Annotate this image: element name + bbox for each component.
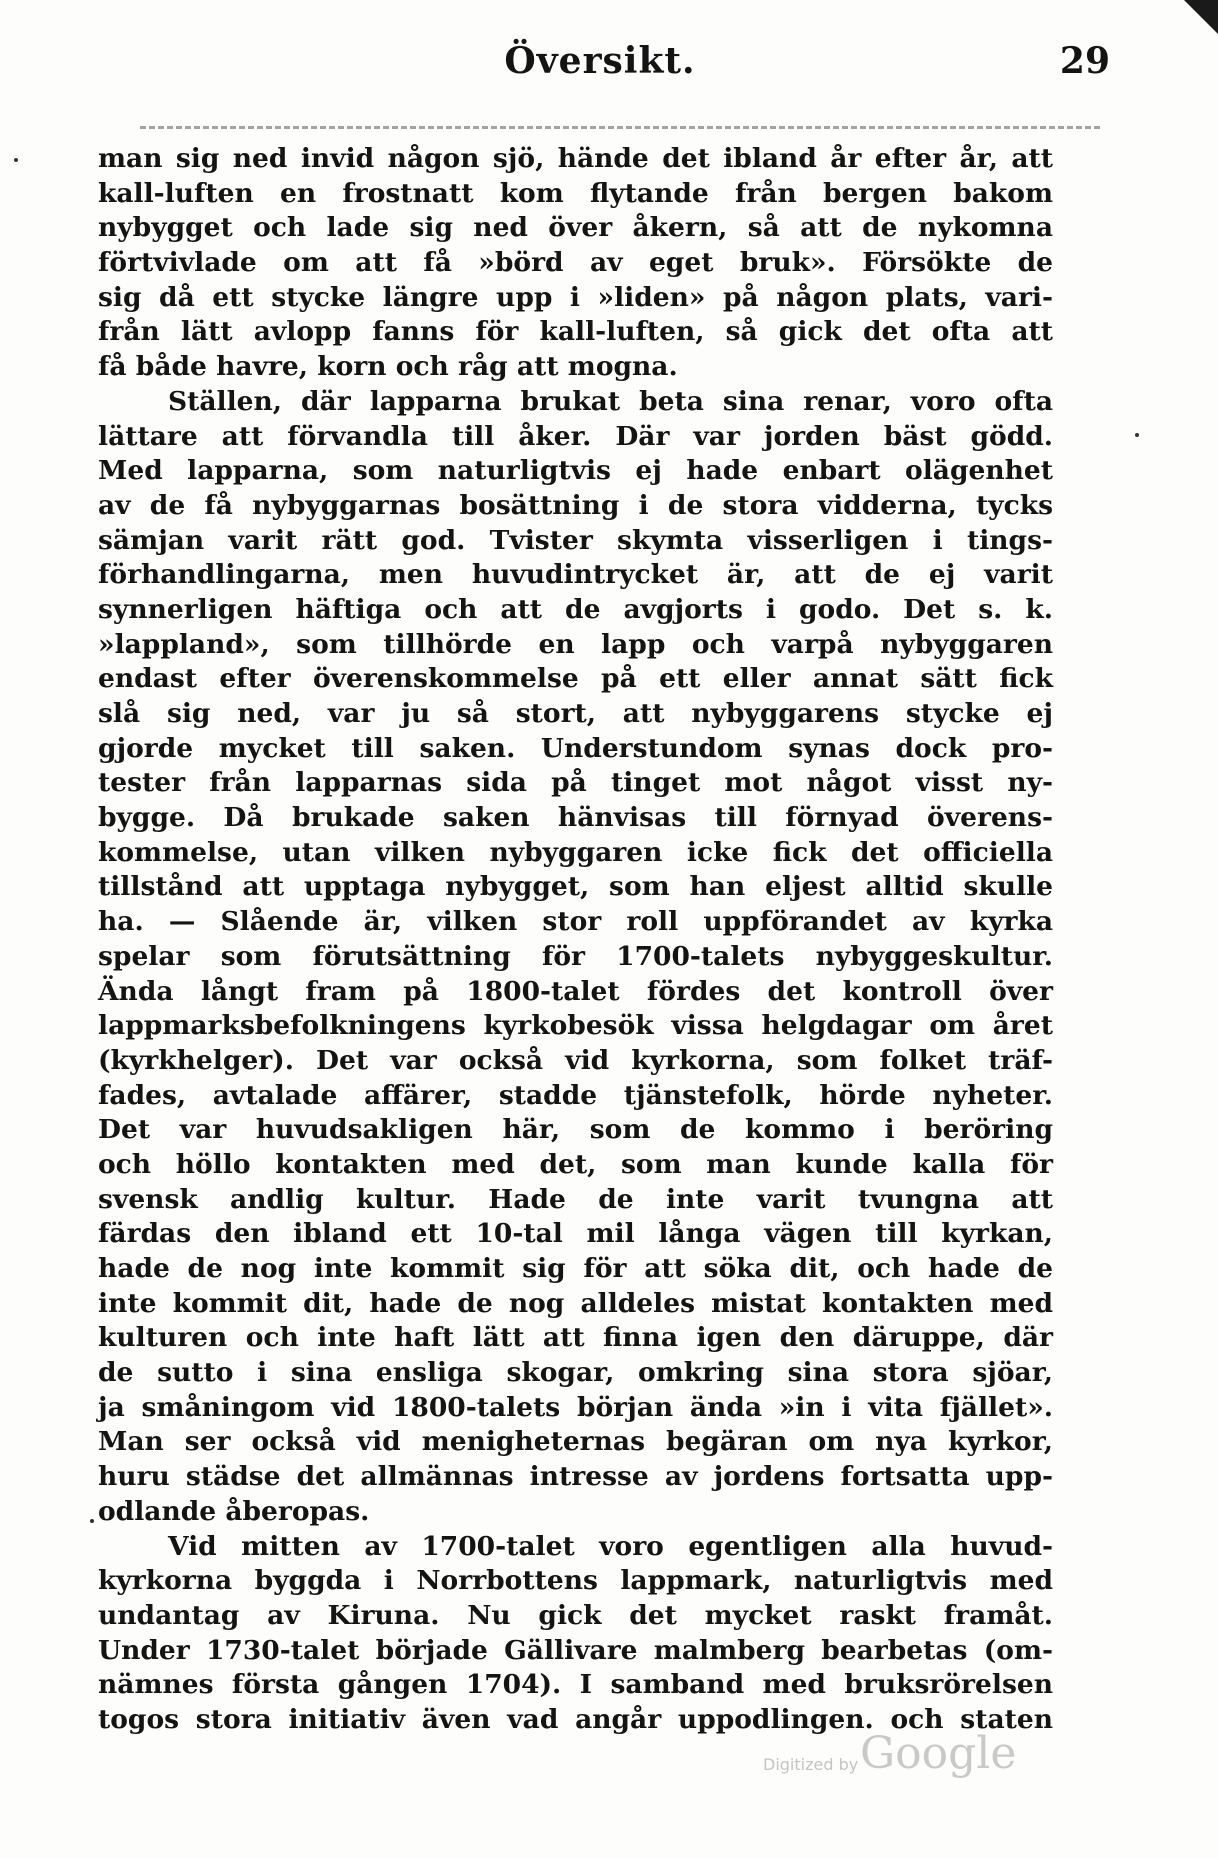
scan-corner-mark	[1184, 0, 1218, 34]
text-line: nämnes första gången 1704). I samband med bruksrörelsen	[98, 1669, 1053, 1701]
paragraph-start-line: Vid mitten av 1700-talet voro egentligen alla huvud-	[168, 1530, 1053, 1562]
text-line: nybygget och lade sig ned över åkern, så att de nykomna	[98, 212, 1053, 244]
text-line: spelar som förutsättning för 1700-talets nybyggeskultur.	[98, 940, 1053, 972]
text-line: de sutto i sina ensliga skogar, omkring sina stora sjöar,	[98, 1357, 1053, 1389]
stray-mark	[90, 1519, 94, 1523]
text-line: bygge. Då brukade saken hänvisas till förnyad överens-	[98, 802, 1053, 834]
text-line: svensk andlig kultur. Hade de inte varit tvungna att	[98, 1183, 1053, 1215]
text-line: färdas den ibland ett 10-tal mil långa vägen till kyrkan,	[98, 1218, 1053, 1250]
text-line: sämjan varit rätt god. Tvister skymta visserligen i tings-	[98, 524, 1053, 556]
page-number: 29	[1059, 40, 1110, 82]
text-line: förhandlingarna, men huvudintrycket är, att de ej varit	[98, 559, 1053, 591]
stray-mark	[1135, 433, 1139, 437]
text-line: fades, avtalade affärer, stadde tjänstefolk, hörde nyheter.	[98, 1079, 1053, 1111]
text-line: och höllo kontakten med det, som man kunde kalla för	[98, 1148, 1053, 1180]
header-rule	[140, 126, 1100, 129]
text-line: kulturen och inte haft lätt att finna igen den däruppe, där	[98, 1322, 1053, 1354]
text-line: (kyrkhelger). Det var också vid kyrkorna, som folket träf-	[98, 1044, 1053, 1076]
text-line: ja småningom vid 1800-talets början ända »in i vita fjället».	[98, 1391, 1053, 1423]
text-line: hade de nog inte kommit sig för att söka dit, och hade de	[98, 1253, 1053, 1284]
digitized-by-label: Digitized by	[763, 1755, 859, 1774]
text-line: endast efter överenskommelse på ett eller annat sätt fick	[98, 663, 1053, 695]
text-line: odlande åberopas.	[98, 1495, 370, 1527]
text-line: ha. — Slående är, vilken stor roll uppförandet av kyrka	[98, 906, 1053, 938]
text-line: Det var huvudsakligen här, som de kommo i beröring	[98, 1114, 1053, 1146]
text-line: tester från lapparnas sida på tinget mot något visst ny-	[98, 767, 1053, 799]
stray-mark	[14, 158, 18, 162]
text-line: gjorde mycket till saken. Understundom synas dock pro-	[98, 732, 1053, 764]
google-watermark-logo: Google	[860, 1728, 1017, 1779]
body-text	[98, 142, 1053, 1738]
paragraph-start-line: Ställen, där lapparna brukat beta sina renar, voro ofta	[168, 385, 1053, 417]
running-head: Översikt.	[504, 40, 696, 82]
text-line: Man ser också vid menigheternas begäran om nya kyrkor,	[98, 1426, 1053, 1458]
text-line: kall-luften en frostnatt kom flytande från bergen bakom	[98, 177, 1053, 209]
text-line: tillstånd att upptaga nybygget, som han eljest alltid skulle	[98, 871, 1053, 903]
text-line: undantag av Kiruna. Nu gick det mycket raskt framåt.	[98, 1599, 1053, 1631]
text-line: inte kommit dit, hade de nog alldeles mistat kontakten med	[98, 1287, 1053, 1319]
text-line: kyrkorna byggda i Norrbottens lappmark, naturligtvis med	[98, 1565, 1053, 1597]
text-line: av de få nybyggarnas bosättning i de stora vidderna, tycks	[98, 489, 1053, 521]
text-line: togos stora initiativ även vad angår uppodlingen. och staten	[98, 1703, 1053, 1735]
text-line: sig då ett stycke längre upp i »liden» på någon plats, vari-	[98, 281, 1053, 313]
text-line: lättare att förvandla till åker. Där var jorden bäst gödd.	[98, 420, 1053, 452]
page-header	[90, 30, 1110, 94]
text-line: man sig ned invid någon sjö, hände det ibland år efter år, att	[98, 143, 1053, 174]
text-line: slå sig ned, var ju så stort, att nybyggarens stycke ej	[98, 698, 1053, 729]
text-line: från lätt avlopp fanns för kall-luften, så gick det ofta att	[98, 316, 1053, 348]
text-line: få både havre, korn och råg att mogna.	[98, 351, 678, 383]
text-line: Ända långt fram på 1800-talet fördes det kontroll över	[98, 975, 1053, 1007]
text-line: kommelse, utan vilken nybyggaren icke fick det officiella	[98, 836, 1053, 868]
text-line: förtvivlade om att få »börd av eget bruk». Försökte de	[98, 247, 1053, 279]
text-line: Med lapparna, som naturligtvis ej hade enbart olägenhet	[98, 455, 1053, 487]
text-line: »lappland», som tillhörde en lapp och varpå nybyggaren	[98, 628, 1053, 660]
text-line: huru städse det allmännas intresse av jordens fortsatta upp-	[98, 1461, 1053, 1493]
text-line: Under 1730-talet började Gällivare malmberg bearbetas (om-	[98, 1634, 1053, 1666]
text-line: synnerligen häftiga och att de avgjorts i godo. Det s. k.	[98, 593, 1053, 625]
text-line: lappmarksbefolkningens kyrkobesök vissa helgdagar om året	[98, 1010, 1053, 1042]
